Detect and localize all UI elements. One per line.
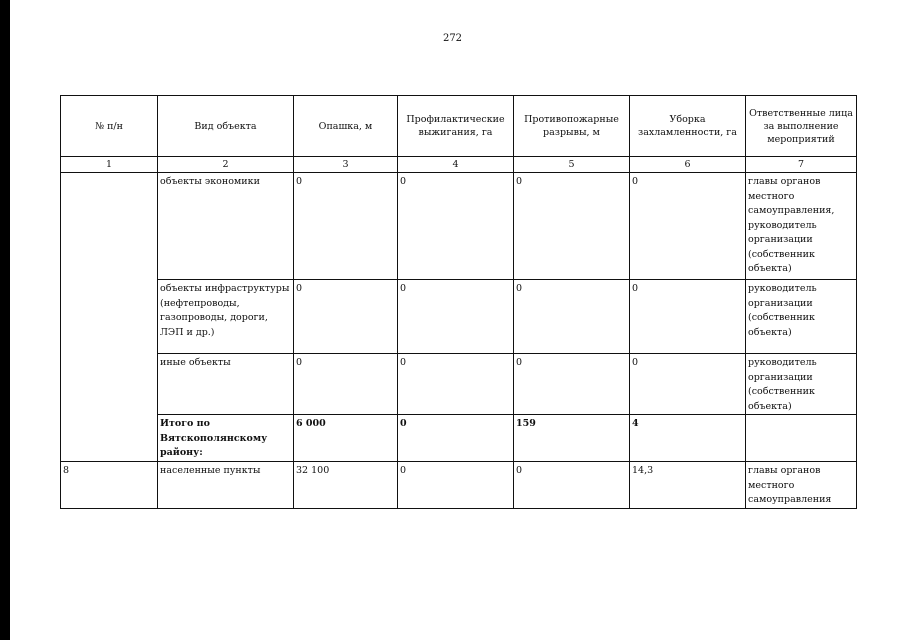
cleanup-cell: 0 (630, 280, 746, 354)
object-type-cell: объекты инфраструктуры (нефтепроводы, газопроводы, дороги, ЛЭП и др.) (158, 280, 294, 354)
column-number: 2 (158, 157, 294, 173)
firebreaks-cell: 0 (514, 280, 630, 354)
burning-cell: 0 (398, 173, 514, 280)
cleanup-cell: 4 (630, 415, 746, 462)
column-number: 5 (514, 157, 630, 173)
header-cell-number: № п/н (61, 96, 158, 157)
header-cell-firebreaks: Противопожарные разрывы, м (514, 96, 630, 157)
column-number: 4 (398, 157, 514, 173)
object-type-cell: объекты экономики (158, 173, 294, 280)
column-number: 3 (294, 157, 398, 173)
table-row (61, 462, 857, 509)
row-number-cell: 8 (61, 462, 158, 509)
ploughing-cell: 0 (294, 173, 398, 280)
responsible-cell: главы органов местного самоуправления (746, 462, 857, 509)
column-number-row (61, 157, 857, 173)
burning-cell: 0 (398, 280, 514, 354)
ploughing-cell: 32 100 (294, 462, 398, 509)
header-cell-object-type: Вид объекта (158, 96, 294, 157)
scan-edge-bar (0, 0, 10, 640)
header-row (61, 96, 857, 157)
firebreaks-cell: 0 (514, 462, 630, 509)
header-cell-debris-cleanup: Уборка захламленности, га (630, 96, 746, 157)
burning-cell: 0 (398, 354, 514, 415)
fire-prevention-table (60, 95, 857, 509)
table-row (61, 354, 857, 415)
burning-cell: 0 (398, 462, 514, 509)
ploughing-cell: 0 (294, 354, 398, 415)
responsible-cell: руководитель организации (собственник объекта) (746, 354, 857, 415)
table-row (61, 280, 857, 354)
cleanup-cell: 14,3 (630, 462, 746, 509)
row-number-cell (61, 173, 158, 462)
burning-cell: 0 (398, 415, 514, 462)
responsible-cell: руководитель организации (собственник объекта) (746, 280, 857, 354)
total-label-cell: Итого по Вятскополянскому району: (158, 415, 294, 462)
column-number: 7 (746, 157, 857, 173)
header-cell-prescribed-burning: Профилактические выжигания, га (398, 96, 514, 157)
firebreaks-cell: 0 (514, 173, 630, 280)
ploughing-cell: 6 000 (294, 415, 398, 462)
object-type-cell: иные объекты (158, 354, 294, 415)
header-cell-responsible: Ответственные лица за выполнение мероприятий (746, 96, 857, 157)
page-number: 272 (442, 33, 463, 44)
cleanup-cell: 0 (630, 354, 746, 415)
firebreaks-cell: 0 (514, 354, 630, 415)
column-number: 1 (61, 157, 158, 173)
responsible-cell (746, 415, 857, 462)
total-row (61, 415, 857, 462)
table-row (61, 173, 857, 280)
firebreaks-cell: 159 (514, 415, 630, 462)
column-number: 6 (630, 157, 746, 173)
cleanup-cell: 0 (630, 173, 746, 280)
responsible-cell: главы органов местного самоуправления, руководитель организации (собственник объекта) (746, 173, 857, 280)
header-cell-ploughing: Опашка, м (294, 96, 398, 157)
object-type-cell: населенные пункты (158, 462, 294, 509)
ploughing-cell: 0 (294, 280, 398, 354)
